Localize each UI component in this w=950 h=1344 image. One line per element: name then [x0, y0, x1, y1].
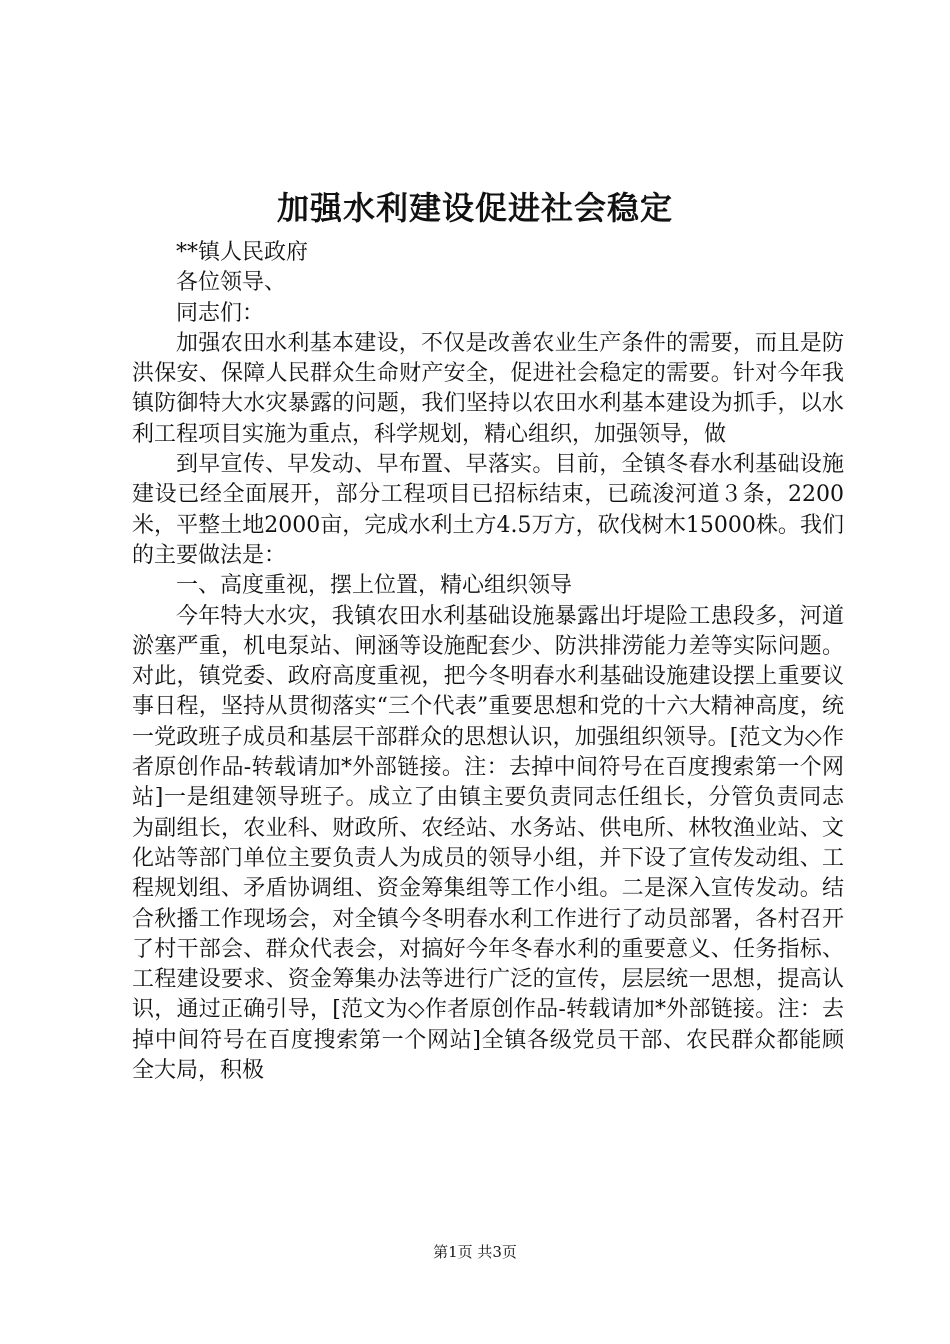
section-heading-1: 一、高度重视，摆上位置，精心组织领导: [176, 573, 573, 599]
document-body: [132, 238, 844, 1086]
paragraph-salutation-1: 各位领导、: [176, 270, 287, 296]
paragraph-progress: 到早宣传、早发动、早布置、早落实。目前，全镇冬春水利基础设施建设已经全面展开，部分工程项目已招标结束，已疏浚河道３条，2200米，平整土地2000亩，完成水利土方4.5万方，砍伐树木15000株。我们的主要做法是：: [132, 452, 844, 568]
paragraph-section-1: 今年特大水灾，我镇农田水利基础设施暴露出圩堤险工患段多，河道淤塞严重，机电泵站、闸涵等设施配套少、防洪排涝能力差等实际问题。对此，镇党委、政府高度重视，把今冬明春水利基础设施建设摆上重要议事日程，坚持从贯彻落实“三个代表”重要思想和党的十六大精神高度，统一党政班子成员和基层干部群众的思想认识，加强组织领导。[范文为◇作者原创作品-转载请加*外部链接。注：去掉中间符号在百度搜索第一个网站]一是组建领导班子。成立了由镇主要负责同志任组长，分管负责同志为副组长，农业科、财政所、农经站、水务站、供电所、林牧渔业站、文化站等部门单位主要负责人为成员的领导小组，并下设了宣传发动组、工程规划组、矛盾协调组、资金筹集组等工作小组。二是深入宣传发动。结合秋播工作现场会，对全镇今冬明春水利工作进行了动员部署，各村召开了村干部会、群众代表会，对搞好今年冬春水利的重要意义、任务指标、工程建设要求、资金筹集办法等进行广泛的宣传，层层统一思想，提高认识，通过正确引导，[范文为◇作者原创作品-转载请加*外部链接。注：去掉中间符号在百度搜索第一个网站]全镇各级党员干部、农民群众都能顾全大局，积极: [132, 603, 844, 1084]
page-footer: 第1页 共3页: [433, 1243, 517, 1261]
paragraph-intro: 加强农田水利基本建设，不仅是改善农业生产条件的需要，而且是防洪保安、保障人民群众生命财产安全，促进社会稳定的需要。针对今年我镇防御特大水灾暴露的问题，我们坚持以农田水利基本建设为抓手，以水利工程项目实施为重点，科学规划，精心组织，加强领导，做: [132, 330, 844, 447]
document-title: 加强水利建设促进社会稳定: [276, 189, 673, 227]
paragraph-salutation-2: 同志们：: [176, 300, 265, 326]
paragraph-addressee: **镇人民政府: [176, 240, 309, 265]
